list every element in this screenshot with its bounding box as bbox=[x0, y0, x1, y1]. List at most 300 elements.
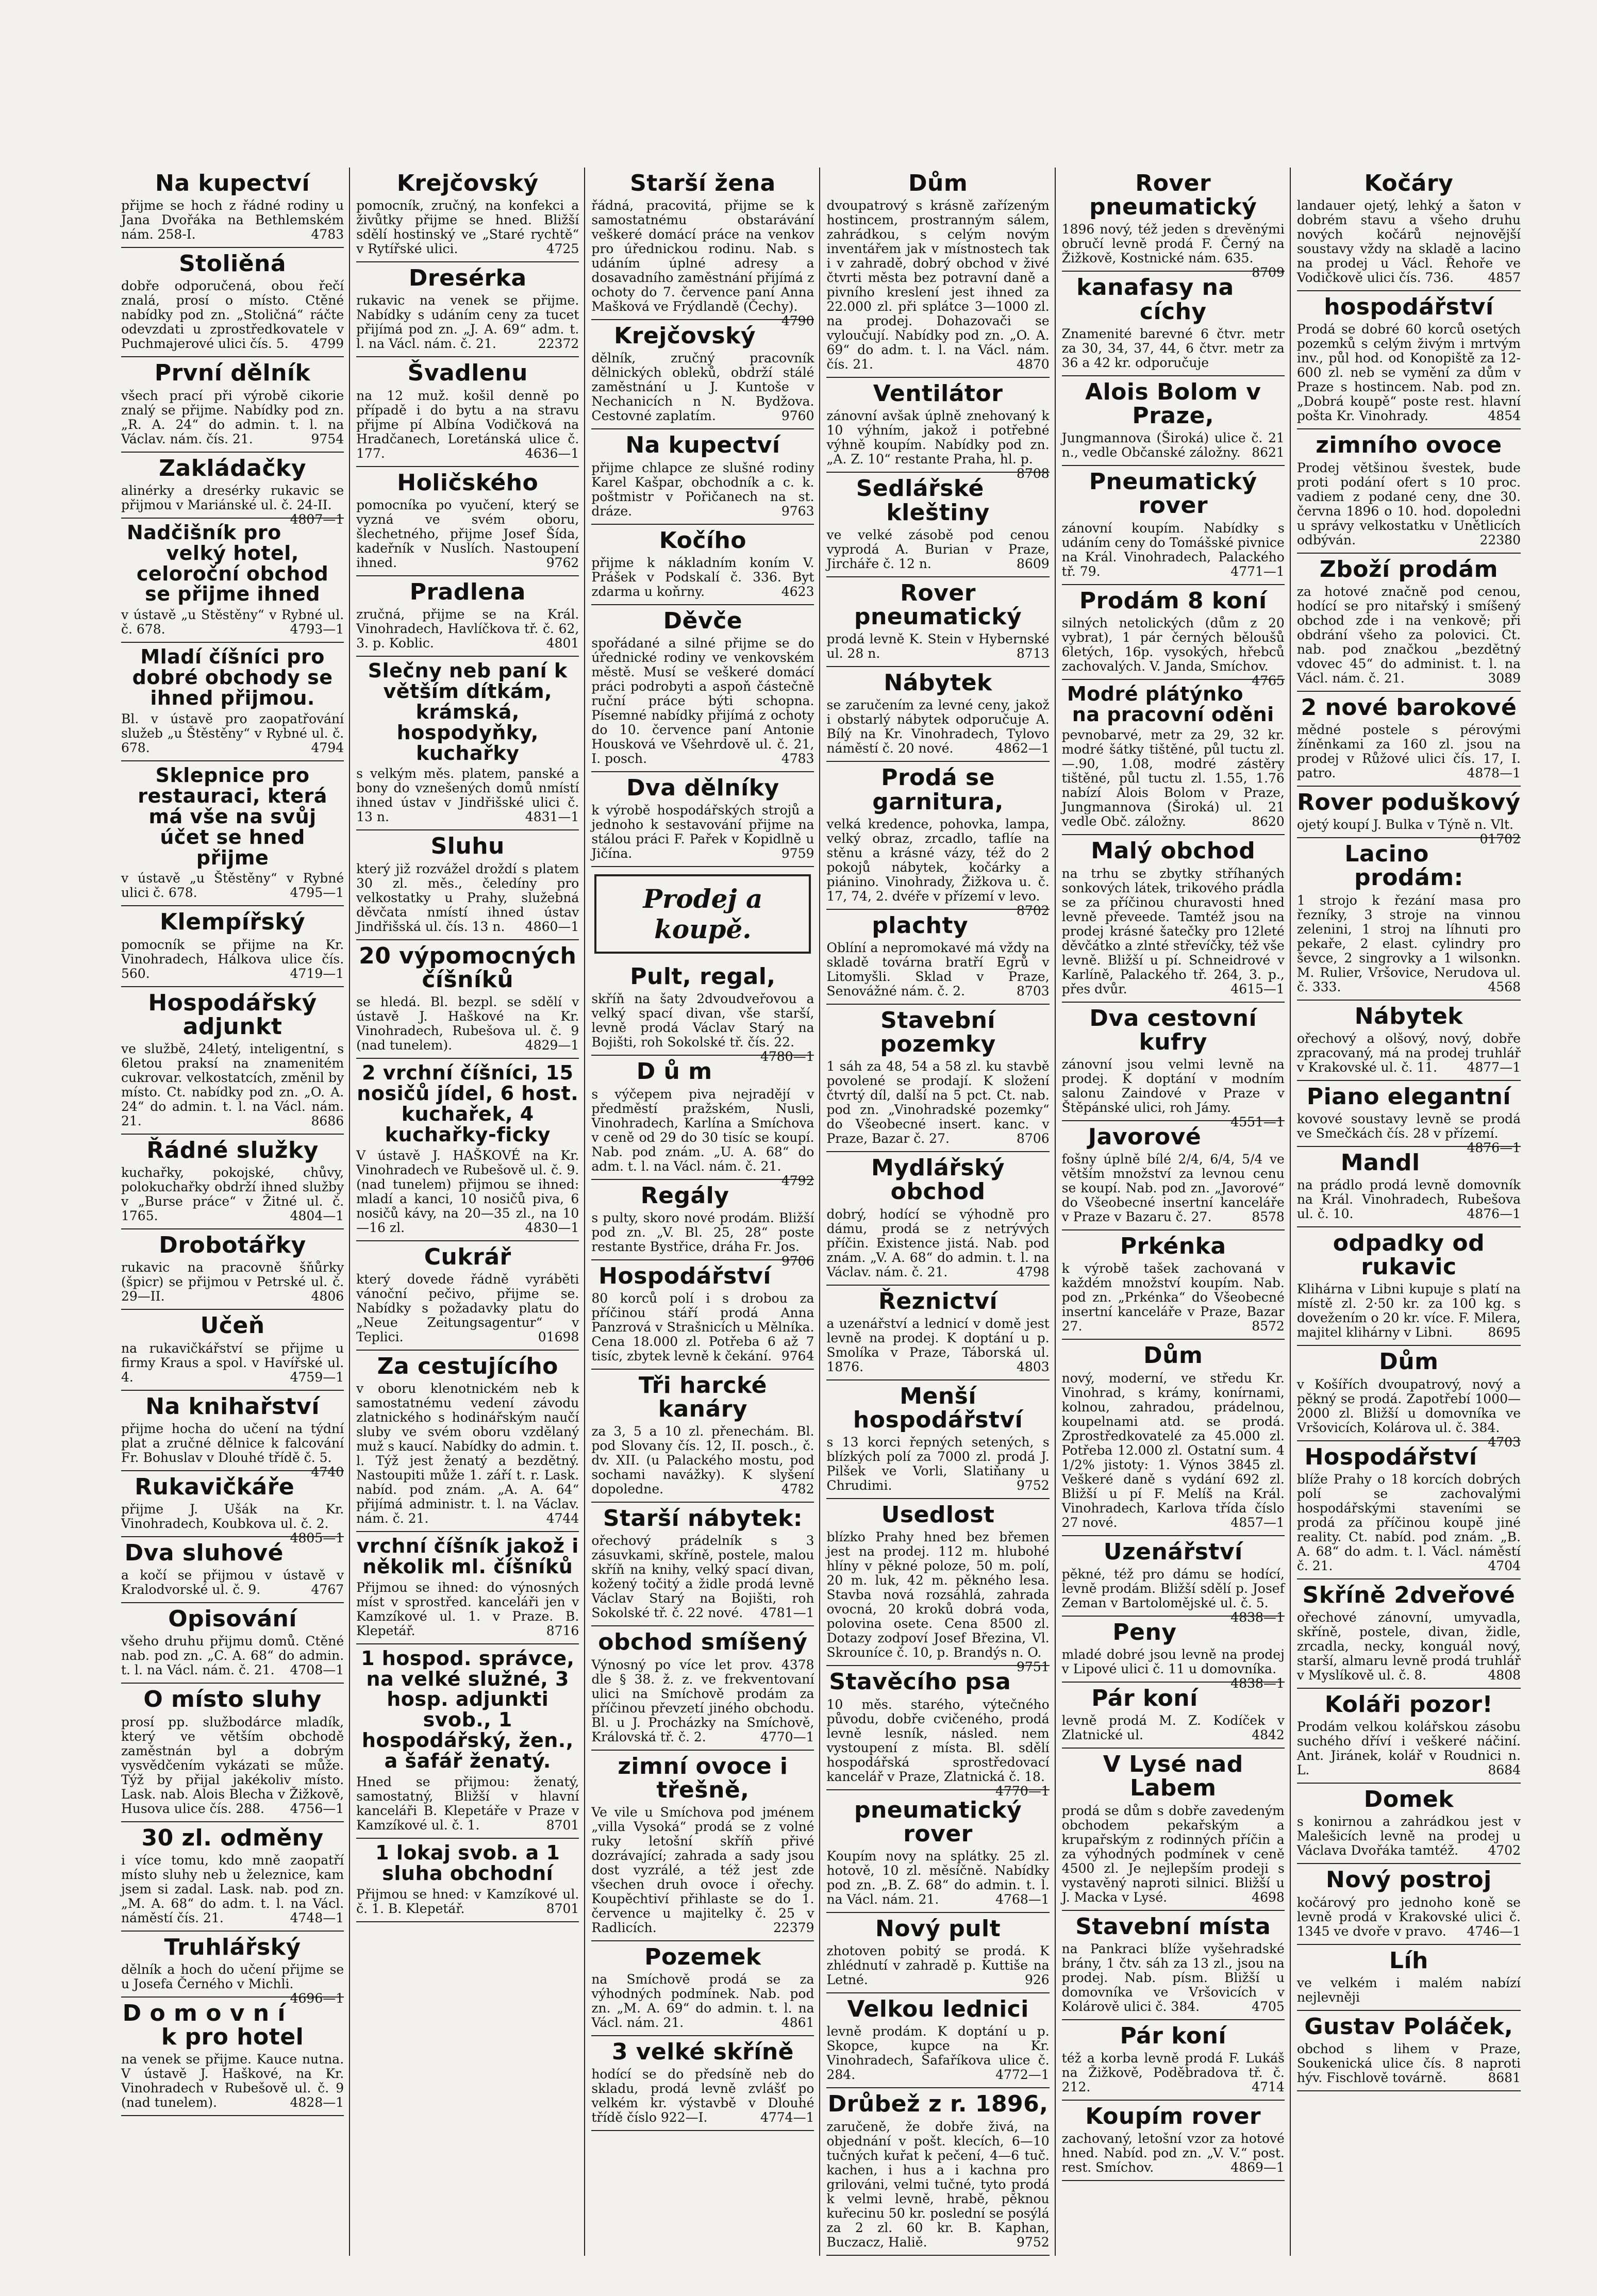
ad-number: 4767 bbox=[311, 1582, 344, 1598]
ad-number: 9763 bbox=[781, 503, 814, 519]
ad-headline: Dva cestovní kufry bbox=[1089, 1005, 1257, 1055]
ad-headline: Lacino prodám: bbox=[1344, 841, 1463, 891]
ad-text bbox=[1062, 327, 1285, 370]
ad-body: fošny úplně bílé 2/4, 6/4, 5/4 ve větším množství za levnou cenu se koupí. Nab. pod zn. „Javorové“ do Všeobecné insertní kanceláře v Praze v Bazaru č. 27. bbox=[1061, 1152, 1285, 1225]
ad-number: 4860—1 bbox=[525, 919, 579, 934]
ad-body: Prodá se dobré 60 korců osetých pozemků s celým živým i mrtvým inv., půl hod. od Konopiště za 12-600 zl. neb se vymění za dům v Praze s hostincem. Nab. pod zn. „Dobrá koupě“ poste rest. hlavní pošta Kr. Vinohrady. bbox=[1296, 322, 1521, 424]
ad-number: 4829—1 bbox=[525, 1037, 579, 1053]
classified-ad bbox=[1062, 1340, 1285, 1536]
ad-text bbox=[356, 1580, 579, 1638]
ad-text bbox=[1062, 431, 1285, 460]
ad-number: 4838—1 bbox=[1230, 1609, 1285, 1625]
ad-number: 9754 bbox=[311, 431, 344, 446]
ad-number: 4696—1 bbox=[290, 1990, 344, 2006]
ad-body: který již rozvážel droždí s platem 30 zl. měs., čeledíny pro velkostatky u Prahy, služebná děvčata nmístí ihned ústav Jindřišská ul. čís. 13 n. bbox=[356, 861, 579, 934]
classified-ad bbox=[356, 262, 579, 357]
ad-body: na Pankraci blíže vyšehradské brány, 1 čtv. sáh za 13 zl., jsou na prodej. Nab. písm. Bližší u domovníka ve Vršovicích v Kolárově ulici č. 384. bbox=[1061, 1941, 1285, 2014]
ad-number: 4842 bbox=[1252, 1727, 1285, 1743]
ad-text bbox=[356, 862, 579, 934]
column-5 bbox=[1062, 168, 1291, 2256]
classified-ad bbox=[1061, 1617, 1285, 1691]
ad-headline: Slečny neb paní k větším dítkám, krámská, hospodyňky, kuchařky bbox=[368, 659, 568, 764]
ad-headline: 1 lokaj svob. a 1 sluha obchodní bbox=[375, 1841, 560, 1885]
classified-ad bbox=[1062, 1683, 1285, 1749]
ad-headline: Rukavičkáře bbox=[135, 1473, 295, 1500]
ad-number: 3089 bbox=[1488, 670, 1521, 686]
ad-headline: 3 velké skříně bbox=[611, 2039, 794, 2066]
classified-ad bbox=[1297, 1001, 1521, 1081]
ad-headline: Hospodářství bbox=[598, 1262, 772, 1289]
ad-body: dělník, zručný pracovník dělnických obleků, obdrží stálé zaměstnání u J. Kuntoše v Nechanicích n N. Bydžova. Cestovné zaplatím. bbox=[591, 351, 814, 424]
ad-headline: Nový pult bbox=[875, 1915, 1001, 1942]
ad-body: dělník a hoch do učení přijme se u Josefa Černého v Michli. bbox=[121, 1961, 344, 1991]
classified-ad bbox=[826, 910, 1049, 1005]
ad-headline: Nábytek bbox=[884, 670, 992, 696]
ad-number: 4876—1 bbox=[1467, 1206, 1521, 1222]
ad-text bbox=[121, 1042, 344, 1128]
classified-ad bbox=[121, 248, 344, 357]
ad-headline: Stavební místa bbox=[1075, 1913, 1271, 1940]
ad-body: 1 sáh za 48, 54 a 58 zl. ku stavbě povolené se prodají. K složení čtvrtý díl, další na 5 pct. Ct. nab. pod zn. „Vinohradské pozemky“ do Všeobecné insert. kanc. v Praze, Bazar č. 27. bbox=[826, 1059, 1050, 1146]
ad-body: 1896 nový, též jeden s drevěnými obručí levně prodá F. Černý na Žižkově, Kostnické nám. 635. bbox=[1061, 222, 1285, 266]
ad-headline: Nový postroj bbox=[1326, 1867, 1492, 1893]
classified-ad bbox=[1062, 680, 1285, 836]
classified-ad bbox=[1062, 1121, 1285, 1230]
classified-ad bbox=[1062, 376, 1285, 466]
ad-body: Výnosný po více let prov. 4378 dle § 38. ž. z. ve frekventovaní ulici na Smíchově prodám za příčinou převzetí jiného obchodu. Bl. u J. Procházky na Smíchově, Královská tř. č. 2. bbox=[591, 1657, 814, 1744]
ad-text bbox=[1297, 1178, 1521, 1221]
ad-headline: Kočího bbox=[659, 527, 747, 554]
ad-text bbox=[356, 607, 579, 651]
ad-body: na prádlo prodá levně domovník na Král. Vinohradech, Rubešova ul. č. 10. bbox=[1296, 1177, 1521, 1222]
ad-body: obchod s lihem v Praze, Soukenická ulice čís. 8 naproti hýv. Fischlově továrně. bbox=[1296, 2041, 1521, 2085]
ad-text bbox=[121, 1853, 344, 1925]
ad-text bbox=[121, 712, 344, 755]
ad-number: 9706 bbox=[781, 1253, 814, 1269]
ad-body: pomocník se přijme na Kr. Vinohradech, Hálkova ulice čís. 560. bbox=[121, 937, 344, 981]
classified-ad bbox=[121, 906, 344, 987]
ad-text bbox=[826, 2024, 1049, 2082]
ad-text bbox=[591, 351, 814, 423]
classified-ad bbox=[1297, 1945, 1521, 2011]
ad-number: 4838—1 bbox=[1230, 1675, 1285, 1691]
ad-text bbox=[826, 528, 1049, 571]
classified-ad bbox=[356, 1532, 579, 1644]
ad-body: alinérky a dresérky rukavic se přijmou v Mariánské ul. č. 24-II. bbox=[121, 483, 344, 512]
ad-headline: Malý obchod bbox=[1091, 838, 1256, 864]
ad-text bbox=[591, 1972, 814, 2030]
ad-body: V ústavě J. HAŠKOVÉ na Kr. Vinohradech ve Rubešově ul. č. 9. (nad tunelem) přijmou se ihned: mladí a kanci, 10 nosičů piva, 6 nosičů kávy, na 20—35 zl., na 10—16 zl. bbox=[356, 1147, 579, 1235]
ad-headline: 1 hospod. správce, na velké služné, 3 hosp. adjunkti svob., 1 hospodářský, žen., a šafář ženatý. bbox=[361, 1646, 575, 1773]
ad-body: též a korba levně prodá F. Lukáš na Žižkově, Poděbradova tř. č. 212. bbox=[1061, 2050, 1285, 2094]
ad-body: Klihárna v Libni kupuje s platí na místě zl. 2·50 kr. za 100 kg. s dovežením o 20 kr. více. F. Milera, majitel klihárny v Libni. bbox=[1296, 1282, 1521, 1340]
classified-ad bbox=[591, 1751, 814, 1941]
classified-ad bbox=[356, 1241, 579, 1351]
classified-ad bbox=[1062, 2020, 1285, 2101]
ad-headline: Švadlenu bbox=[407, 360, 528, 387]
ad-headline: Prodám 8 koní bbox=[1079, 587, 1267, 614]
ad-body: Přijmou se ihned: do výnosných míst v sprostřed. kanceláři jen v Kamzíkové ul. 1. v Praze. B. Klepetář. bbox=[356, 1579, 579, 1638]
ad-number: 4801 bbox=[546, 635, 579, 651]
ad-text bbox=[591, 1086, 814, 1188]
ad-text bbox=[1062, 1713, 1285, 1742]
ad-headline: Za cestujícího bbox=[377, 1353, 558, 1379]
ad-text bbox=[826, 1696, 1050, 1799]
ad-headline: Děvče bbox=[663, 607, 743, 634]
ad-headline: Zboží prodám bbox=[1319, 556, 1498, 583]
classified-ad bbox=[826, 667, 1049, 762]
ad-text bbox=[1062, 1371, 1285, 1530]
ad-headline: Holičského bbox=[397, 469, 539, 496]
ad-text bbox=[591, 1534, 814, 1620]
ad-headline: Pneumatický rover bbox=[1089, 469, 1257, 519]
ad-body: řádná, pracovitá, přijme se k samostatnému obstarávání veškeré domácí práce na venkov pro úřednickou rodinu. Nab. s udáním úplné adresy a dosavadního zaměstnání přijímá z ochoty do 7. července paní Anna Mašková ve Frýdlandě (Čechy). bbox=[591, 198, 814, 314]
classified-ad bbox=[1062, 835, 1285, 1002]
ad-body: který dovede řádně vyráběti vánoční pečivo, přijme se. Nabídky s požadavky platu do „Neue Zeitungsagentur“ v Teplici. bbox=[356, 1271, 579, 1344]
classified-ad bbox=[1062, 2101, 1285, 2181]
ad-headline: Skříně 2dveřové bbox=[1302, 1582, 1516, 1608]
ad-body: zánovní jsou velmi levně na prodej. K doptání v modním salonu Zaindové v Praze v Štěpánské ulici, roh Jámy. bbox=[1061, 1057, 1285, 1116]
ad-headline: V Lysé nad Labem bbox=[1103, 1751, 1243, 1802]
ad-body: přijme hocha do učení na týdní plat a zručné dělnice k falcování Fr. Bohuslav v Dlouhé třídě č. 5. bbox=[121, 1421, 344, 1465]
ad-headline: Starší žena bbox=[630, 170, 776, 196]
ad-text bbox=[121, 608, 344, 637]
ad-text bbox=[826, 941, 1049, 999]
classified-ad bbox=[826, 1790, 1049, 1913]
ad-headline: Ventilátor bbox=[873, 380, 1003, 407]
ad-number: 4854 bbox=[1488, 408, 1521, 424]
classified-ad bbox=[121, 453, 344, 527]
ad-text bbox=[356, 1887, 579, 1916]
ad-text bbox=[121, 389, 344, 446]
classified-ad bbox=[1062, 272, 1285, 376]
column-1 bbox=[121, 168, 350, 2256]
classified-ad bbox=[1061, 1536, 1285, 1625]
ad-number: 4703 bbox=[1488, 1434, 1521, 1450]
ad-text bbox=[1297, 1282, 1521, 1340]
classified-ad bbox=[356, 1839, 579, 1922]
ad-body: na Smíchově prodá se za výhodných podmínek. Nab. pod zn. „M. A. 69“ do admin. t. l. na Václ. nám. 21. bbox=[591, 1972, 814, 2031]
ad-body: zánovní avšak úplně znehovaný k 10 výhním, jakož i potřebné výhně koupím. Nabídky pod zn. „A. Z. 10“ restante Praha, hl. p. bbox=[826, 408, 1050, 467]
ad-number: 4551—1 bbox=[1230, 1114, 1285, 1130]
ad-body: s pulty, skoro nové prodám. Bližší pod zn. „V. Bl. 25, 28“ poste restante Bystřice, dráha Fr. Jos. bbox=[591, 1210, 814, 1254]
classified-ad bbox=[1062, 466, 1285, 585]
ad-body: přijme J. Ušák na Kr. Vinohradech, Koubkova ul. č. 2. bbox=[121, 1501, 344, 1531]
ad-text bbox=[826, 1529, 1050, 1675]
ad-body: Jungmannova (Široká) ulice č. 21 n., vedle Občanské záložny. bbox=[1061, 430, 1285, 460]
ad-text bbox=[1297, 1031, 1521, 1075]
classified-ad bbox=[591, 2036, 814, 2131]
ad-text bbox=[121, 871, 344, 900]
ad-text bbox=[121, 1501, 344, 1545]
ad-body: hodící se do předsíně neb do skladu, prodá levně zvlášť po velkém kr. výstavbě v Dlouhé třídě číslo 922—I. bbox=[591, 2067, 814, 2125]
classified-ad bbox=[1297, 1864, 1521, 1944]
classified-ad bbox=[826, 1666, 1050, 1799]
ad-number: 4771—1 bbox=[1230, 563, 1285, 579]
ad-headline: Uzenářství bbox=[1103, 1538, 1243, 1565]
ad-body: spořádané a silné přijme se do úřednické rodiny ve venkovském městě. Musí se veškeré domácí práci podrobyti a aspoň částečně ruční práce býti schopna. Písemné nabídky přijímá z ochoty do 10. července paní Antonie Housková ve Všehrdově ul. č. 21, I. posch. bbox=[591, 635, 814, 766]
ad-text bbox=[121, 1421, 344, 1479]
ad-headline: Zakládačky bbox=[159, 455, 306, 481]
ad-number: 4830—1 bbox=[525, 1220, 579, 1235]
ad-text bbox=[121, 1260, 344, 1304]
ad-headline: Nadčišník pro velký hotel, celoroční obchod se přijme ihned bbox=[126, 521, 329, 606]
classified-ad bbox=[356, 830, 579, 940]
classified-ad bbox=[826, 1380, 1049, 1499]
ad-body: ořechový prádelník s 3 zásuvkami, skříně, postele, malou skříň na knihy, velký spací divan, kožený točitý a židle prodá levně Václav Starý na Bojišti, roh Sokolské tř. č. 22 nové. bbox=[591, 1533, 814, 1621]
classified-ad bbox=[826, 378, 1050, 481]
classified-ad bbox=[356, 1351, 579, 1532]
classified-ad bbox=[591, 168, 814, 329]
ad-text bbox=[1062, 2132, 1285, 2175]
ad-number: 8701 bbox=[546, 1818, 579, 1833]
classified-ad bbox=[1297, 429, 1521, 553]
ad-headline: Opisování bbox=[168, 1606, 297, 1633]
classified-ad bbox=[356, 357, 579, 467]
ad-text bbox=[356, 1382, 579, 1526]
ad-text bbox=[1297, 1895, 1521, 1939]
ad-text bbox=[356, 767, 579, 824]
ad-text bbox=[1297, 1610, 1521, 1683]
ad-body: pěkné, též pro dámu se hodící, levně prodám. Bližší sdělí p. Josef Zeman v Bartolomějské ul. č. 5. bbox=[1061, 1566, 1285, 1610]
ad-number: 8609 bbox=[1017, 556, 1050, 571]
ad-text bbox=[121, 279, 344, 351]
ad-body: s výčepem piva nejradějí v předměstí pražském, Nusli, Vinohradech, Karlína a Smíchova v ceně od 29 do 30 tisíc se koupí. Nab. pod znám. „U. A. 68“ do adm. t. l. na Václ. nám. č. 21. bbox=[591, 1086, 814, 1174]
ad-headline: Cukrář bbox=[424, 1243, 511, 1270]
ad-number: 8695 bbox=[1488, 1325, 1521, 1340]
classified-ad bbox=[591, 429, 814, 524]
ad-headline: Truhlářský bbox=[164, 1934, 301, 1960]
ad-body: dobrý, hodící se výhodně pro dámu, prodá se z netrývých příčin. Existence jistá. Nab. pod znám. „V. A. 68“ do admin. t. l. na Václav. nám. č. 21. bbox=[826, 1206, 1050, 1279]
ad-headline: Drobotářky bbox=[159, 1232, 306, 1259]
classified-ad bbox=[1297, 692, 1521, 787]
ad-text bbox=[1297, 1815, 1521, 1858]
ad-number: 8578 bbox=[1252, 1209, 1285, 1225]
ad-text bbox=[121, 1568, 344, 1597]
ad-number: 4790 bbox=[781, 313, 814, 329]
ad-headline: Regály bbox=[640, 1182, 729, 1209]
ad-number: 4795—1 bbox=[290, 885, 344, 901]
ad-text bbox=[1062, 1152, 1285, 1224]
ad-headline: Prodá se garnitura, bbox=[872, 764, 1004, 815]
classified-ad bbox=[591, 525, 814, 605]
classified-ad bbox=[826, 473, 1049, 577]
classified-ad bbox=[591, 1056, 814, 1188]
ad-number: 4714 bbox=[1252, 2079, 1285, 2094]
classified-ad bbox=[356, 576, 579, 657]
classified-ad bbox=[121, 1684, 344, 1822]
ad-number: 4782 bbox=[781, 1482, 814, 1497]
classified-ad bbox=[121, 1603, 344, 1684]
ad-text bbox=[121, 1166, 344, 1223]
ad-number: 8681 bbox=[1488, 2070, 1521, 2085]
classified-ad bbox=[591, 320, 814, 429]
ad-body: Prodám velkou kolářskou zásobu suchého dříví i veškeré náčiní. Ant. Jiránek, kolář v Roudnici n. L. bbox=[1296, 1719, 1521, 1778]
classified-ad bbox=[1061, 168, 1285, 280]
ad-number: 9764 bbox=[781, 1348, 814, 1363]
ad-number: 4705 bbox=[1252, 1999, 1285, 2014]
classified-ad bbox=[1297, 1784, 1521, 1864]
ad-headline: hospodářství bbox=[1324, 294, 1494, 321]
column-3 bbox=[591, 168, 820, 2256]
classified-ad bbox=[1297, 1227, 1521, 1346]
ad-headline: Prkénka bbox=[1120, 1233, 1226, 1260]
ad-number: 4878—1 bbox=[1467, 765, 1521, 780]
ad-body: levně prodám. K doptání u p. Skopce, kupce na Kr. Vinohradech, Šafaříkova ulice č. 284. bbox=[826, 2024, 1050, 2083]
classified-ad bbox=[591, 961, 814, 1064]
ad-headline: Pradlena bbox=[409, 578, 526, 605]
ad-number: 4869—1 bbox=[1230, 2160, 1285, 2175]
ad-headline: Dresérka bbox=[408, 265, 527, 292]
ad-body: ve službě, 24letý, inteligentní, s 6letou praksí na znamenitém cukrovar. velkostatcích, změnil by místo. Ct. nabídky pod zn. „O. A. 24“ do admin. t. l. na Václ. nám. 21. bbox=[121, 1041, 344, 1128]
classified-ad bbox=[121, 1229, 344, 1310]
classified-ad bbox=[121, 1537, 344, 1603]
ad-body: přijme se hoch z řádné rodiny u Jana Dvořáka na Bethlemském nám. 258-I. bbox=[121, 198, 344, 242]
ad-number: 4870 bbox=[1017, 357, 1050, 372]
classified-ad bbox=[356, 1644, 579, 1839]
classified-ad bbox=[826, 1152, 1049, 1285]
ad-text bbox=[1062, 867, 1285, 996]
ad-body: zručná, přijme se na Král. Vinohradech, Havlíčkova tř. č. 62, 3. p. Koblic. bbox=[356, 606, 579, 651]
ad-text bbox=[1062, 728, 1285, 829]
ad-headline: Mandl bbox=[1340, 1149, 1420, 1176]
ad-body: ve velké zásobě pod cenou vyprodá A. Burian v Praze, Jircháře č. 12 n. bbox=[826, 527, 1050, 571]
ad-body: všech prací při výrobě cikorie znalý se přijme. Nabídky pod zn. „R. A. 24“ do admin. t. l. na Václav. nám. čís. 21. bbox=[121, 388, 344, 446]
ad-number: 9752 bbox=[1017, 2234, 1050, 2250]
ad-headline: Sluhu bbox=[430, 833, 505, 860]
ad-number: 8621 bbox=[1252, 445, 1285, 460]
ad-headline: Dům bbox=[908, 170, 968, 196]
classified-ad bbox=[1296, 1081, 1521, 1155]
ad-headline: Tři harcké kanáry bbox=[638, 1372, 767, 1423]
classified-ad bbox=[121, 987, 344, 1135]
ad-text bbox=[1296, 1111, 1521, 1155]
ad-body: kuchařky, pokojské, chůvy, polokuchařky obdrží ihned služby v „Burse práce“ v Žitné ul. č. 1765. bbox=[121, 1165, 344, 1224]
ad-headline: Řádné služky bbox=[146, 1137, 319, 1163]
ad-text bbox=[1297, 723, 1521, 780]
ad-body: zhotoven pobitý se prodá. K zhlédnutí v zahradě p. Kuttiše na Letné. bbox=[826, 1943, 1050, 1988]
ad-body: i více tomu, kdo mně zaopatří místo sluhy neb u železnice, kam jsem si zadal. Lask. nab. pod zn. „M. A. 68“ do adm. t. l. na Václ. náměstí čís. 21. bbox=[121, 1852, 344, 1925]
ad-headline: Na kupectví bbox=[625, 432, 780, 459]
classified-ad bbox=[1061, 585, 1285, 688]
ad-body: prodá levně K. Stein v Hybernské ul. 28 n. bbox=[826, 631, 1050, 661]
newspaper-page bbox=[121, 168, 1526, 2250]
ad-number: 22379 bbox=[773, 1920, 814, 1935]
ad-headline: vrchní číšník jakož i několik ml. číšníků bbox=[356, 1534, 579, 1578]
ad-headline: zimního ovoce bbox=[1316, 432, 1502, 459]
ad-headline: Sedlářské kleštiny bbox=[856, 475, 990, 526]
ad-number: 8706 bbox=[1017, 1131, 1050, 1146]
ad-number: 4803 bbox=[1017, 1359, 1050, 1374]
ad-text bbox=[1061, 222, 1285, 280]
ad-body: Přijmou se hned: v Kamzíkové ul. č. 1. B. Klepetář. bbox=[356, 1886, 579, 1916]
ad-body: 1 strojo k řezání masa pro řezníky, 3 stroje na vinnou zelenini, 1 stroj na líhnuti pro pekaře, 2 elast. cylindry pro ševce, 2 singrovky a 1 wilsonkn. M. Rulier, Vršovice, Nerudova ul. č. 333. bbox=[1296, 892, 1521, 994]
ad-number: 4740 bbox=[311, 1464, 344, 1479]
classified-ad bbox=[826, 1005, 1049, 1152]
ad-body: 80 korců polí i s drobou za příčinou stáří prodá Anna Panzrová v Strašnicích u Mělníka. Cena 18.000 zl. Potřeba 6 až 7 tisíc, zbytek levně k čekání. bbox=[591, 1290, 814, 1363]
ad-text bbox=[356, 198, 579, 256]
classified-ad bbox=[121, 1998, 344, 2116]
ad-number: 4759—1 bbox=[290, 1369, 344, 1385]
ad-body: zachovaný, letošní vzor za hotové hned. Nabíd. pod zn. „V. V.“ post. rest. Smíchov. bbox=[1061, 2131, 1285, 2175]
ad-text bbox=[591, 461, 814, 519]
ad-text bbox=[121, 1341, 344, 1385]
ad-text bbox=[826, 816, 1050, 918]
ad-headline: Mladí číšníci pro dobré obchody se ihned přijmou. bbox=[132, 645, 333, 710]
ad-number: 8703 bbox=[1017, 983, 1050, 999]
ad-number: 8701 bbox=[546, 1901, 579, 1916]
classified-ad bbox=[826, 577, 1049, 667]
ad-headline: kanafasy na cíchy bbox=[1076, 274, 1234, 325]
ad-text bbox=[1061, 1646, 1285, 1691]
ad-body: se hledá. Bl. bezpl. se sdělí v ústavě J. Haškové na Kr. Vinohradech, Rubešova ul. č. 9 (nad tunelem). bbox=[356, 994, 579, 1053]
ad-number: 4807—1 bbox=[290, 511, 344, 527]
classified-ad bbox=[591, 1503, 814, 1626]
ad-body: kočárový pro jednoho koně se levně prodá v Krakovské ulici č. 1345 ve dvoře v pravo. bbox=[1296, 1894, 1521, 1939]
classified-ad bbox=[121, 1310, 344, 1390]
ad-body: přijme chlapce ze slušné rodiny Karel Kašpar, obchodník a c. k. poštmistr v Pořičanech na st. dráze. bbox=[591, 460, 814, 519]
ad-number: 4781—1 bbox=[760, 1605, 814, 1621]
ad-text bbox=[121, 1634, 344, 1677]
ad-number: 4772—1 bbox=[995, 2067, 1050, 2083]
ad-body: landauer ojetý, lehký a šaton v dobrém stavu a všeho druhu nových kočárů nejnovější soustavy vždy na skladě a lacino na prodej u Václ. Řehoře ve Vodičkově ulici čís. 736. bbox=[1296, 198, 1521, 286]
ad-text bbox=[1297, 1976, 1521, 2005]
ad-text bbox=[356, 1149, 579, 1235]
ad-headline: Rover pneumatický bbox=[854, 579, 1022, 630]
classified-ad bbox=[121, 1391, 344, 1479]
ad-number: 4793—1 bbox=[290, 622, 344, 637]
ad-headline: Stoliěná bbox=[179, 251, 287, 277]
classified-ad bbox=[1062, 1749, 1285, 1910]
column-6 bbox=[1297, 168, 1526, 2256]
column-4 bbox=[826, 168, 1055, 2256]
ad-body: ve velkém i malém nabízí nejlevněji bbox=[1296, 1975, 1521, 2005]
ad-body: dobře odporučená, obou řečí znalá, prosí o místo. Ctěné nabídky pod zn. „Stoličná“ ráčte odevzdati u zprostředkovatele v Puchmajerové ulici čís. 5. bbox=[121, 278, 344, 352]
ad-number: 4568 bbox=[1488, 979, 1521, 994]
ad-headline: Na knihařství bbox=[145, 1393, 320, 1420]
ad-body: s konirnou a zahrádkou jest v Malešicích levně na prodej u Václava Dvořáka tamtéž. bbox=[1296, 1814, 1521, 1858]
ad-number: 4704 bbox=[1488, 1558, 1521, 1573]
ad-body: na venek se přijme. Kauce nutna. V ústavě J. Haškové, na Kr. Vinohradech v Rubešově ul. č. 9 (nad tunelem). bbox=[121, 2052, 344, 2110]
ad-body: mědné postele s pérovými žíněnkami za 160 zl. jsou na prodej v Růžové ulici čís. 17, I. patro. bbox=[1296, 722, 1521, 780]
ad-headline: Piano elegantní bbox=[1306, 1083, 1511, 1110]
ad-body: velká kredence, pohovka, lampa, velký obraz, zrcadlo, taflíe na stěnu a krásné vázy, též do 2 pokojů nábytek, kočárky a piánino. Vinohrady, Žižkova u. č. 17, 74, 2. dvéře v přízemí v levo. bbox=[826, 816, 1050, 904]
ad-number: 4780—1 bbox=[760, 1049, 814, 1064]
ad-text bbox=[1297, 1720, 1521, 1777]
ad-body: pomocník, zručný, na konfekci a živůtky přijme se hned. Bližší sdělí hostinský ve „Staré rychtě“ v Rytířské ulici. bbox=[356, 198, 579, 257]
ad-text bbox=[356, 995, 579, 1053]
ad-body: v oboru klenotnickém neb k samostatnému vedení závodu zlatnického s hodinářským naučí sluby ve svém oboru vzdělaný muž s kaucí. Nabídky do admin. t. l. Týž jest ženatý a bezdětný. Nastoupiti může 1. září t. r. Lask. nabíd. pod znám. „A. A. 64“ přijímá administr. t. l. na Václav. nám. č. 21. bbox=[356, 1380, 579, 1526]
ad-number: 4831—1 bbox=[525, 809, 579, 825]
ad-body: Prodej většinou švestek, bude proti podání ofert s 10 proc. vadiem z podané ceny, dne 30. června 1896 o 10. hod. dopoledni u správy velkostatku v Unětlicích odbýván. bbox=[1296, 460, 1521, 547]
ad-headline: Klempířský bbox=[159, 909, 306, 936]
ad-headline: Dva dělníky bbox=[626, 774, 779, 801]
ad-headline: Krejčovský bbox=[614, 323, 756, 350]
ad-body: Hned se přijmou: ženatý, samostatný, Bližší v hlavní kanceláři B. Klepetáře v Praze v Kamzíkové ul. č. 1. bbox=[356, 1774, 579, 1833]
ad-text bbox=[591, 556, 814, 599]
classified-ad bbox=[121, 519, 344, 643]
ad-headline: Krejčovský bbox=[396, 170, 539, 196]
ad-body: k výrobě hospodářských strojů a jednoho k sestavování přijme na stálou práci F. Pařek v Kopidlně u Jičína. bbox=[591, 803, 814, 861]
ad-number: 8713 bbox=[1017, 646, 1050, 661]
ad-headline: První dělník bbox=[154, 360, 311, 387]
ad-number: 01698 bbox=[538, 1329, 579, 1344]
ad-headline: 2 nové barokové bbox=[1301, 694, 1517, 721]
ad-body: kovové soustavy levně se prodá ve Smečkách čís. 28 v přízemí. bbox=[1296, 1111, 1521, 1141]
classified-ad bbox=[121, 1135, 344, 1229]
ad-body: Ve vile u Smíchova pod jménem „villa Vysoká“ prodá se z volné ruky letošní skříň přivé dozrávající; zahrada a sady jsou dost vyzrálé, a též jest zde všechen druh ovoce i ořechy. Koupěchtiví přihlaste se do 1. července u majitelky č. 25 v Radlicích. bbox=[591, 1805, 814, 1935]
ad-number: 01702 bbox=[1479, 831, 1521, 847]
